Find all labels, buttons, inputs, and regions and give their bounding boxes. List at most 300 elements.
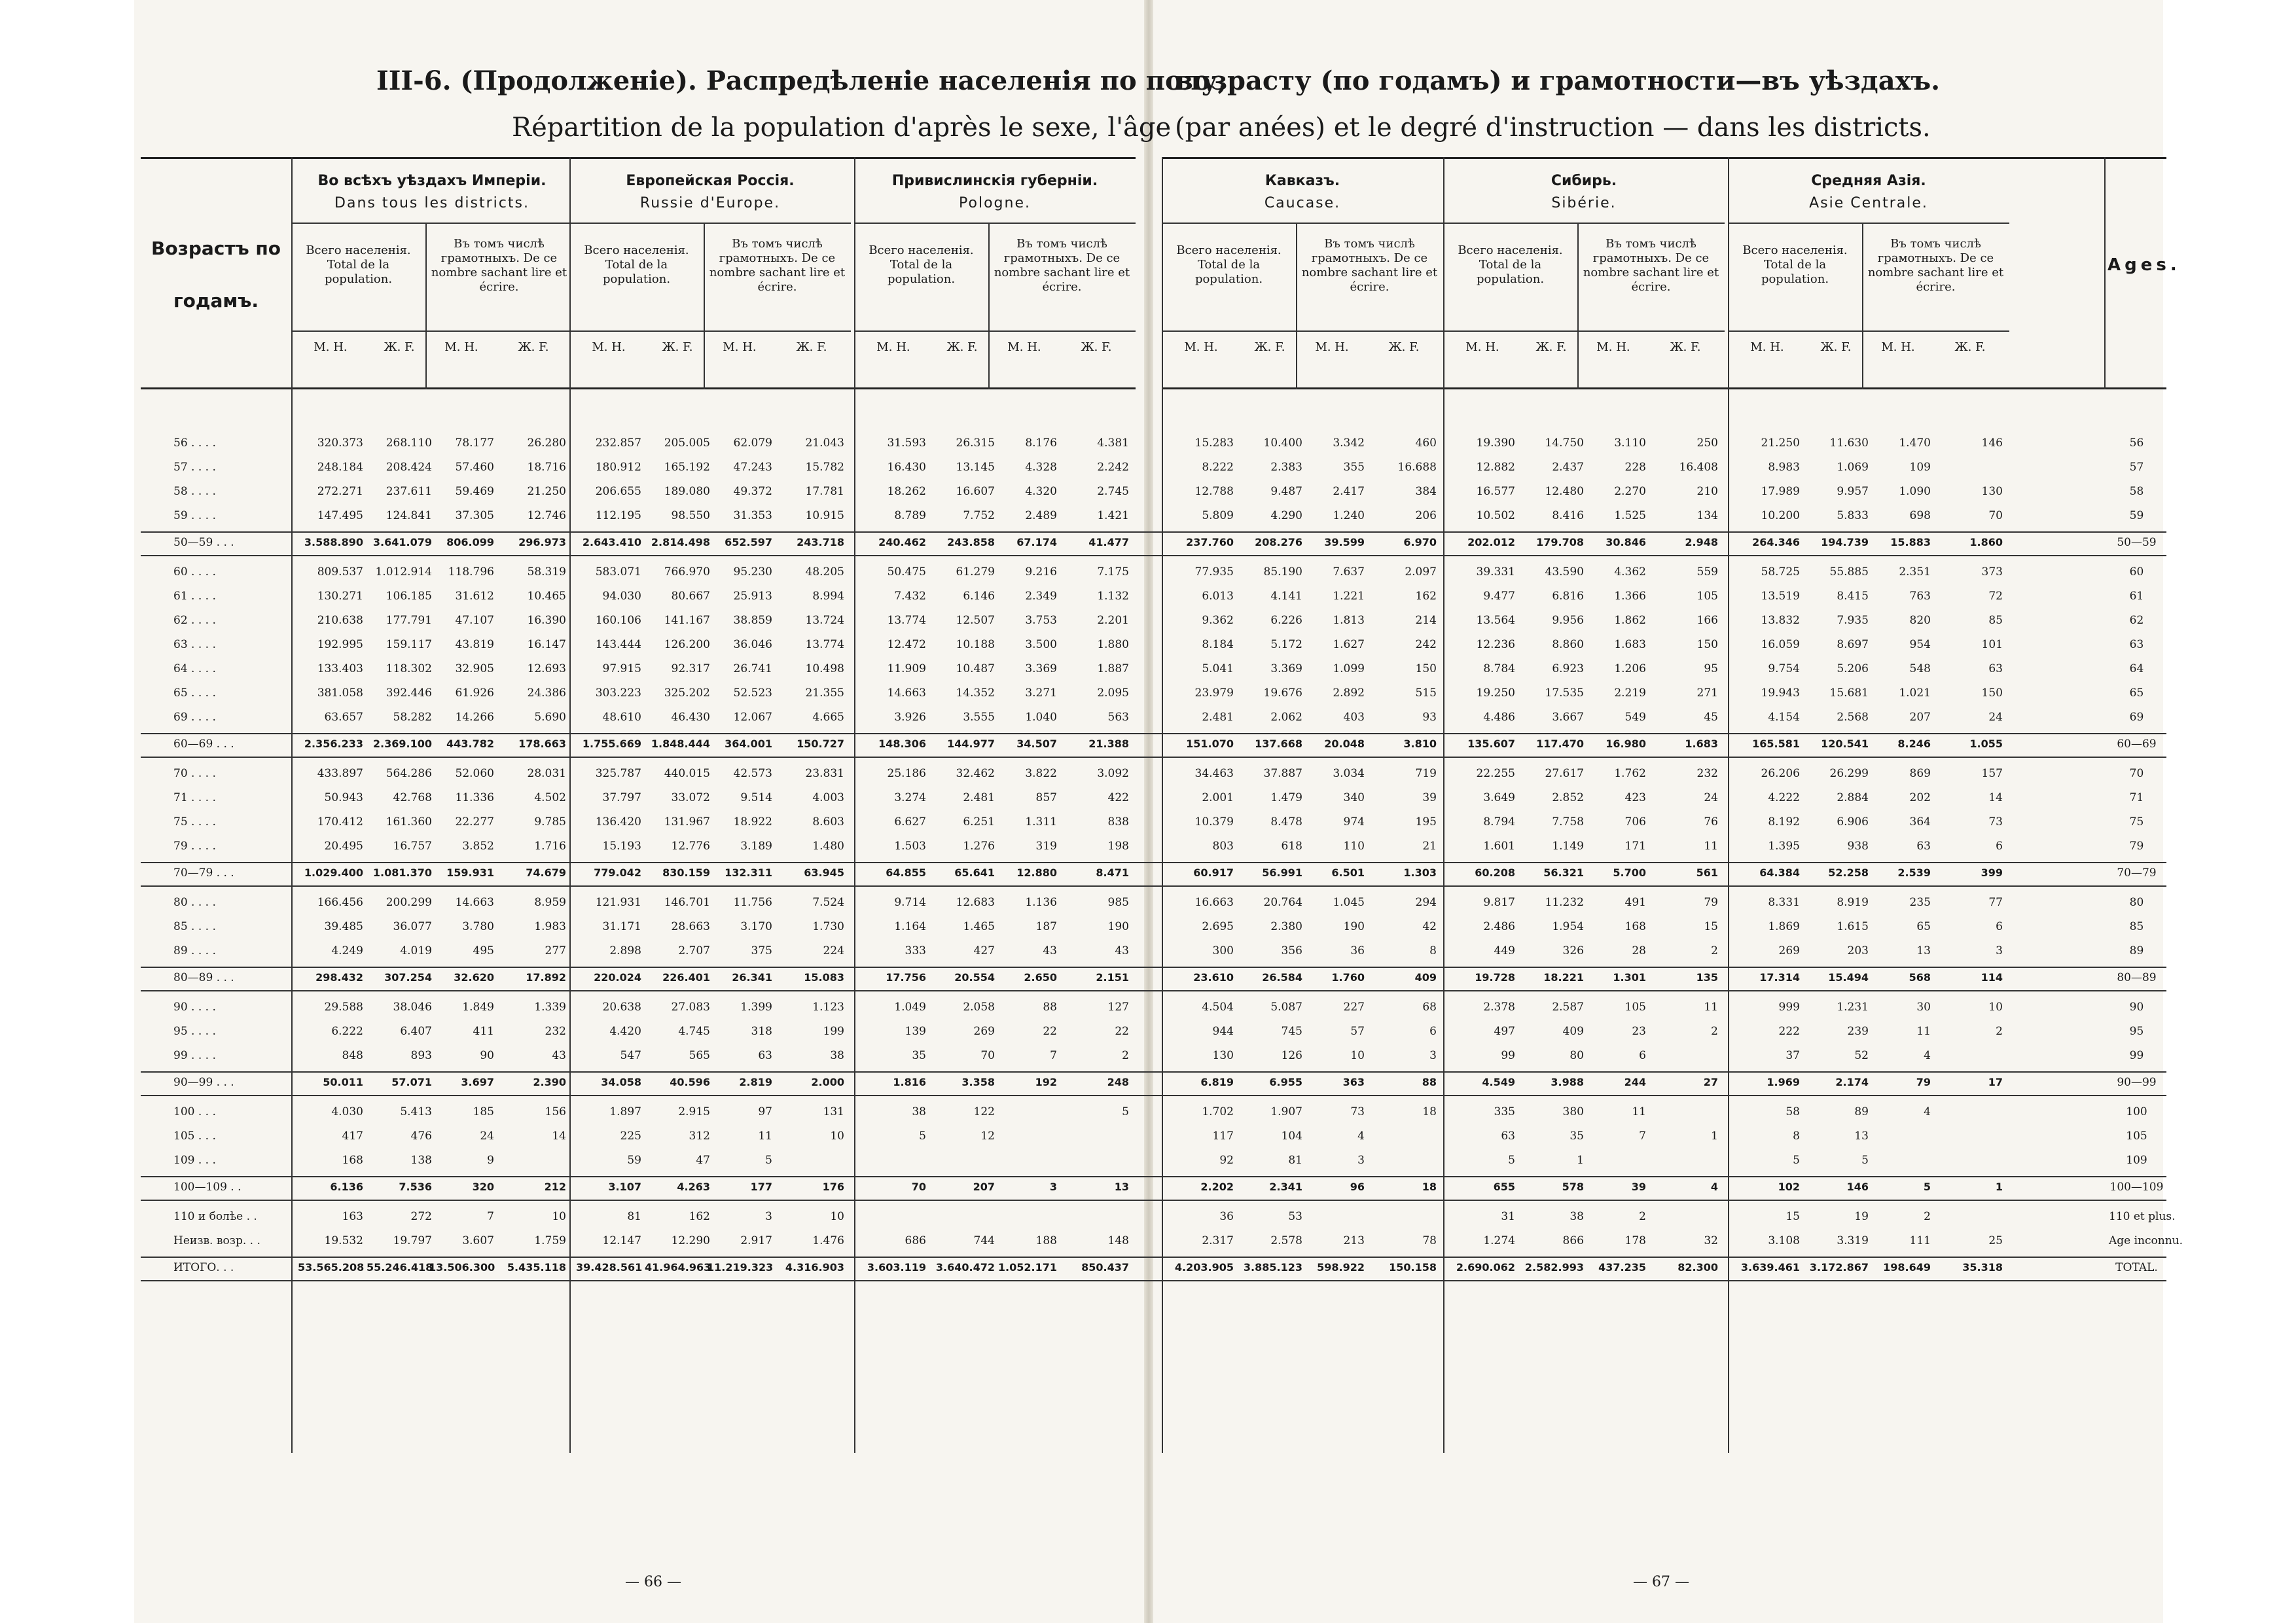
title-ru-right: возрасту (по годамъ) и грамотности—въ уѣздахъ. bbox=[1175, 65, 1941, 96]
table-cell: 2.201 bbox=[1097, 614, 1129, 627]
table-cell: 7 bbox=[1639, 1130, 1646, 1143]
table-cell: 8.794 bbox=[1483, 815, 1515, 829]
table-cell: 151.070 bbox=[1186, 738, 1234, 750]
row-age-label-fr: 50—59 bbox=[2117, 536, 2157, 549]
header-rule bbox=[1443, 330, 1725, 332]
table-cell: 34.463 bbox=[1194, 767, 1234, 780]
table-cell: 47.107 bbox=[455, 614, 494, 627]
table-cell: 106.185 bbox=[386, 590, 432, 603]
row-age-label-fr: 90 bbox=[2129, 1001, 2144, 1014]
male-label: М. H. bbox=[592, 340, 626, 354]
table-cell: 2.437 bbox=[1552, 461, 1584, 474]
row-age-label-fr: 89 bbox=[2129, 944, 2144, 957]
table-cell: 2.539 bbox=[1897, 866, 1931, 879]
table-cell: 30.846 bbox=[1605, 536, 1646, 548]
page-number-right: — 67 — bbox=[1633, 1574, 1689, 1590]
row-rule bbox=[141, 1071, 2166, 1073]
table-cell: 5.172 bbox=[1270, 638, 1302, 651]
table-cell: 5 bbox=[765, 1154, 772, 1167]
table-cell: 43 bbox=[552, 1049, 566, 1062]
table-cell: 375 bbox=[751, 944, 772, 957]
table-cell: 37 bbox=[1785, 1049, 1800, 1062]
table-cell: 207 bbox=[973, 1181, 995, 1193]
table-cell: 20.638 bbox=[602, 1001, 641, 1014]
table-cell: 1 bbox=[1577, 1154, 1584, 1167]
table-cell: 1.983 bbox=[534, 920, 566, 933]
table-row bbox=[0, 762, 2296, 787]
table-cell: 58 bbox=[1785, 1105, 1800, 1118]
table-cell: 25 bbox=[1988, 1234, 2003, 1247]
row-age-label-fr: 71 bbox=[2129, 791, 2144, 804]
table-cell: 146.701 bbox=[664, 896, 710, 909]
table-cell: 35.318 bbox=[1962, 1261, 2003, 1274]
table-cell: 208.276 bbox=[1255, 536, 1302, 548]
table-cell: 243.718 bbox=[797, 536, 844, 548]
table-cell: 14 bbox=[552, 1130, 566, 1143]
table-cell: 37.305 bbox=[455, 509, 494, 522]
table-cell: 3.369 bbox=[1270, 662, 1302, 675]
table-cell: 9.754 bbox=[1768, 662, 1800, 675]
table-cell: 8.697 bbox=[1837, 638, 1869, 651]
header-rule bbox=[569, 223, 851, 224]
row-age-label-fr: 69 bbox=[2129, 711, 2144, 724]
table-cell: 6 bbox=[1429, 1025, 1437, 1038]
row-age-label-fr: 100—109 bbox=[2109, 1181, 2164, 1194]
table-cell: 15 bbox=[1704, 920, 1718, 933]
table-cell: 1.730 bbox=[812, 920, 844, 933]
subcolumn-separator bbox=[1862, 223, 1863, 389]
female-label: Ж. F. bbox=[1081, 340, 1112, 354]
table-cell: 11 bbox=[758, 1130, 772, 1143]
table-cell: 56.991 bbox=[1262, 866, 1302, 879]
table-cell: 1.470 bbox=[1899, 437, 1931, 450]
table-cell: 31.612 bbox=[455, 590, 494, 603]
table-cell: 373 bbox=[1981, 565, 2003, 579]
row-age-label-fr: 65 bbox=[2129, 687, 2144, 700]
row-rule bbox=[141, 531, 2166, 533]
table-cell: 1.816 bbox=[893, 1076, 926, 1088]
table-cell: 3.667 bbox=[1552, 711, 1584, 724]
table-cell: 9.487 bbox=[1270, 485, 1302, 498]
table-cell: 4.003 bbox=[812, 791, 844, 804]
table-cell: 126.200 bbox=[664, 638, 710, 651]
table-cell: 39 bbox=[1631, 1181, 1646, 1193]
table-cell: 232 bbox=[1696, 767, 1718, 780]
table-cell: 118.796 bbox=[448, 565, 494, 579]
table-cell: 568 bbox=[1909, 971, 1931, 984]
table-cell: 1.399 bbox=[740, 1001, 772, 1014]
table-cell: 22.277 bbox=[455, 815, 494, 829]
table-cell: 4.316.903 bbox=[785, 1261, 844, 1274]
row-age-label-fr: 105 bbox=[2126, 1130, 2147, 1143]
table-cell: 13.774 bbox=[805, 638, 844, 651]
table-cell: 1.339 bbox=[534, 1001, 566, 1014]
table-cell: 26.741 bbox=[733, 662, 772, 675]
table-cell: 213 bbox=[1343, 1234, 1365, 1247]
row-age-label: 59 . . . . bbox=[173, 509, 216, 522]
table-cell: 50.011 bbox=[323, 1076, 363, 1088]
table-cell: 2.948 bbox=[1685, 536, 1718, 548]
table-cell: 3.603.119 bbox=[867, 1261, 926, 1274]
table-cell: 2.202 bbox=[1200, 1181, 1234, 1193]
row-age-label-fr: 61 bbox=[2129, 590, 2144, 603]
table-cell: 39.428.561 bbox=[576, 1261, 643, 1274]
table-cell: 190 bbox=[1107, 920, 1129, 933]
table-cell: 150.158 bbox=[1389, 1261, 1437, 1274]
table-cell: 3.822 bbox=[1025, 767, 1057, 780]
table-row bbox=[0, 456, 2296, 480]
table-cell: 745 bbox=[1281, 1025, 1302, 1038]
table-cell: 300 bbox=[1212, 944, 1234, 957]
table-cell: 1.055 bbox=[1969, 738, 2003, 750]
table-cell: 144.977 bbox=[947, 738, 995, 750]
table-cell: 38.046 bbox=[393, 1001, 432, 1014]
male-label: М. H. bbox=[1596, 340, 1630, 354]
table-cell: 112.195 bbox=[595, 509, 641, 522]
row-age-label: 100—109 . . bbox=[173, 1181, 242, 1194]
table-cell: 2.151 bbox=[1096, 971, 1129, 984]
table-cell: 5.206 bbox=[1837, 662, 1869, 675]
table-cell: 3 bbox=[1996, 944, 2003, 957]
table-cell: 2 bbox=[1639, 1210, 1646, 1223]
row-age-label: 90 . . . . bbox=[173, 1001, 216, 1014]
female-label: Ж. F. bbox=[1535, 340, 1567, 354]
table-cell: 437.235 bbox=[1598, 1261, 1646, 1274]
table-cell: 1.702 bbox=[1202, 1105, 1234, 1118]
table-cell: 3.274 bbox=[894, 791, 926, 804]
table-cell: 2.097 bbox=[1405, 565, 1437, 579]
subtotal-row bbox=[0, 1071, 2296, 1096]
table-cell: 893 bbox=[410, 1049, 432, 1062]
table-cell: 4 bbox=[1924, 1105, 1931, 1118]
table-cell: 13.506.300 bbox=[429, 1261, 495, 1274]
subcolumn-separator bbox=[988, 223, 990, 389]
table-cell: 150 bbox=[1981, 687, 2003, 700]
table-cell: 2.587 bbox=[1552, 1001, 1584, 1014]
row-age-label-fr: 90—99 bbox=[2117, 1076, 2157, 1089]
title-fr-right: (par anées) et le degré d'instruction — dans les districts. bbox=[1175, 113, 1931, 143]
table-cell: 10.200 bbox=[1761, 509, 1800, 522]
table-cell: 3.926 bbox=[894, 711, 926, 724]
table-cell: 3.885.123 bbox=[1243, 1261, 1302, 1274]
table-cell: 1.480 bbox=[812, 840, 844, 853]
table-cell: 491 bbox=[1624, 896, 1646, 909]
table-cell: 652.597 bbox=[725, 536, 772, 548]
table-cell: 195 bbox=[1415, 815, 1437, 829]
table-cell: 2.349 bbox=[1025, 590, 1057, 603]
table-cell: 549 bbox=[1624, 711, 1646, 724]
table-cell: 11.219.323 bbox=[707, 1261, 774, 1274]
table-cell: 212 bbox=[544, 1181, 566, 1193]
row-rule bbox=[141, 757, 2166, 758]
table-cell: 17.314 bbox=[1759, 971, 1800, 984]
row-age-label: 60 . . . . bbox=[173, 565, 216, 579]
table-cell: 838 bbox=[1107, 815, 1129, 829]
table-cell: 134 bbox=[1696, 509, 1718, 522]
table-cell: 70 bbox=[1988, 509, 2003, 522]
table-cell: 830.159 bbox=[662, 866, 710, 879]
male-label: М. H. bbox=[1881, 340, 1915, 354]
header-rule bbox=[291, 330, 573, 332]
table-cell: 6.407 bbox=[400, 1025, 432, 1038]
table-cell: 1.860 bbox=[1969, 536, 2003, 548]
table-cell: 564.286 bbox=[386, 767, 432, 780]
table-cell: 165.581 bbox=[1752, 738, 1800, 750]
table-row bbox=[0, 1125, 2296, 1149]
table-cell: 1.049 bbox=[894, 1001, 926, 1014]
table-cell: 1.090 bbox=[1899, 485, 1931, 498]
row-age-label: 70 . . . . bbox=[173, 767, 216, 780]
row-age-label: 64 . . . . bbox=[173, 662, 216, 675]
table-cell: 1.849 bbox=[462, 1001, 494, 1014]
table-cell: 5.041 bbox=[1202, 662, 1234, 675]
row-age-label: 58 . . . . bbox=[173, 485, 216, 498]
table-cell: 848 bbox=[342, 1049, 363, 1062]
table-cell: 20.048 bbox=[1324, 738, 1365, 750]
table-cell: 3.640.472 bbox=[935, 1261, 995, 1274]
table-cell: 1.479 bbox=[1270, 791, 1302, 804]
row-age-label-fr: 56 bbox=[2129, 437, 2144, 450]
row-age-label-fr: 80 bbox=[2129, 896, 2144, 909]
table-cell: 307.254 bbox=[384, 971, 432, 984]
table-cell: 232 bbox=[545, 1025, 566, 1038]
table-cell: 2.852 bbox=[1552, 791, 1584, 804]
male-label: М. H. bbox=[876, 340, 910, 354]
table-cell: 6.923 bbox=[1552, 662, 1584, 675]
table-cell: 137.668 bbox=[1255, 738, 1302, 750]
table-cell: 2.383 bbox=[1270, 461, 1302, 474]
table-cell: 3.649 bbox=[1483, 791, 1515, 804]
table-cell: 8.246 bbox=[1897, 738, 1931, 750]
table-cell: 618 bbox=[1281, 840, 1302, 853]
row-rule bbox=[141, 555, 2166, 556]
table-cell: 268.110 bbox=[386, 437, 432, 450]
table-cell: 1.525 bbox=[1614, 509, 1646, 522]
table-cell: 210.638 bbox=[317, 614, 363, 627]
table-cell: 13.724 bbox=[805, 614, 844, 627]
table-cell: 4.745 bbox=[678, 1025, 710, 1038]
table-cell: 68 bbox=[1422, 1001, 1437, 1014]
table-cell: 227 bbox=[1343, 1001, 1365, 1014]
table-cell: 235 bbox=[1909, 896, 1931, 909]
table-cell: 166.456 bbox=[317, 896, 363, 909]
table-cell: 8.983 bbox=[1768, 461, 1800, 474]
table-cell: 52 bbox=[1854, 1049, 1869, 1062]
table-cell: 42.768 bbox=[393, 791, 432, 804]
table-cell: 24 bbox=[1988, 711, 2003, 724]
row-age-label-fr: 62 bbox=[2129, 614, 2144, 627]
subcolumn-separator bbox=[425, 223, 427, 389]
table-cell: 5 bbox=[1793, 1154, 1800, 1167]
female-label: Ж. F. bbox=[662, 340, 693, 354]
table-cell: 171 bbox=[1624, 840, 1646, 853]
table-cell: 779.042 bbox=[594, 866, 641, 879]
table-cell: 985 bbox=[1107, 896, 1129, 909]
table-cell: 19.532 bbox=[324, 1234, 363, 1247]
table-cell: 427 bbox=[973, 944, 995, 957]
table-cell: 12.147 bbox=[602, 1234, 641, 1247]
table-cell: 6.146 bbox=[963, 590, 995, 603]
table-cell: 27.083 bbox=[671, 1001, 710, 1014]
table-cell: 1.123 bbox=[812, 1001, 844, 1014]
table-cell: 578 bbox=[1562, 1181, 1584, 1193]
region-name-ru: Средняя Азія. bbox=[1811, 173, 1926, 189]
header-rule bbox=[569, 330, 851, 332]
literate-label: Въ томъ числѣ грамотныхъ. De ce nombre sachant lire et écrire. bbox=[1867, 237, 2004, 294]
table-cell: 52.523 bbox=[733, 687, 772, 700]
table-cell: 8.478 bbox=[1270, 815, 1302, 829]
literate-label: Въ томъ числѣ грамотныхъ. De ce nombre sachant lire et écrire. bbox=[994, 237, 1130, 294]
row-age-label-fr: 57 bbox=[2129, 461, 2144, 474]
table-cell: 27 bbox=[1703, 1076, 1718, 1088]
table-cell: 95 bbox=[1704, 662, 1718, 675]
table-cell: 36 bbox=[1219, 1210, 1234, 1223]
table-cell: 3.170 bbox=[740, 920, 772, 933]
table-cell: 655 bbox=[1493, 1181, 1515, 1193]
table-cell: 6.906 bbox=[1837, 815, 1869, 829]
table-cell: 3.108 bbox=[1768, 1234, 1800, 1247]
table-cell: 17.892 bbox=[526, 971, 566, 984]
table-cell: 26.299 bbox=[1829, 767, 1869, 780]
table-cell: 61.279 bbox=[956, 565, 995, 579]
table-cell: 5.690 bbox=[534, 711, 566, 724]
table-cell: 118.302 bbox=[386, 662, 432, 675]
table-cell: 422 bbox=[1107, 791, 1129, 804]
table-cell: 148.306 bbox=[878, 738, 926, 750]
table-cell: 269 bbox=[1778, 944, 1800, 957]
table-cell: 18 bbox=[1422, 1105, 1437, 1118]
table-cell: 3.110 bbox=[1614, 437, 1646, 450]
table-cell: 6.501 bbox=[1331, 866, 1365, 879]
table-cell: 12.693 bbox=[527, 662, 566, 675]
header-rule bbox=[1443, 223, 1725, 224]
row-age-label: 50—59 . . . bbox=[173, 536, 234, 549]
table-cell: 124.841 bbox=[386, 509, 432, 522]
table-cell: 39 bbox=[1422, 791, 1437, 804]
table-cell: 1.907 bbox=[1270, 1105, 1302, 1118]
table-cell: 26.206 bbox=[1761, 767, 1800, 780]
table-cell: 130 bbox=[1981, 485, 2003, 498]
table-cell: 13.145 bbox=[956, 461, 995, 474]
table-cell: 159.117 bbox=[386, 638, 432, 651]
table-cell: 565 bbox=[689, 1049, 710, 1062]
table-cell: 43 bbox=[1043, 944, 1057, 957]
table-cell: 31.353 bbox=[733, 509, 772, 522]
row-age-label: 80—89 . . . bbox=[173, 971, 234, 984]
table-cell: 1.276 bbox=[963, 840, 995, 853]
table-cell: 77.935 bbox=[1194, 565, 1234, 579]
table-cell: 1.954 bbox=[1552, 920, 1584, 933]
table-cell: 13.564 bbox=[1476, 614, 1515, 627]
table-cell: 1.301 bbox=[1613, 971, 1646, 984]
table-cell: 1.716 bbox=[534, 840, 566, 853]
table-cell: 9.477 bbox=[1483, 590, 1515, 603]
table-cell: 93 bbox=[1422, 711, 1437, 724]
table-cell: 159.931 bbox=[446, 866, 494, 879]
table-cell: 162 bbox=[689, 1210, 710, 1223]
table-cell: 2.062 bbox=[1270, 711, 1302, 724]
table-cell: 38.859 bbox=[733, 614, 772, 627]
table-cell: 109 bbox=[1909, 461, 1931, 474]
table-cell: 59.469 bbox=[455, 485, 494, 498]
table-cell: 198 bbox=[1107, 840, 1129, 853]
table-cell: 22 bbox=[1043, 1025, 1057, 1038]
table-cell: 240.462 bbox=[878, 536, 926, 548]
row-age-label-fr: 59 bbox=[2129, 509, 2144, 522]
table-cell: 78 bbox=[1422, 1234, 1437, 1247]
table-cell: 192 bbox=[1035, 1076, 1057, 1088]
table-cell: 2.486 bbox=[1483, 920, 1515, 933]
table-cell: 4.665 bbox=[812, 711, 844, 724]
table-cell: 168 bbox=[1624, 920, 1646, 933]
table-row bbox=[0, 1205, 2296, 1230]
subcolumn-separator bbox=[704, 223, 705, 389]
total-population-label: Всего населенія. Total de la population. bbox=[1458, 243, 1563, 286]
table-cell: 237.760 bbox=[1186, 536, 1234, 548]
table-cell: 8.331 bbox=[1768, 896, 1800, 909]
table-cell: 187 bbox=[1035, 920, 1057, 933]
table-cell: 31.593 bbox=[887, 437, 926, 450]
table-cell: 37.887 bbox=[1263, 767, 1302, 780]
table-cell: 23.831 bbox=[805, 767, 844, 780]
table-cell: 202.012 bbox=[1467, 536, 1515, 548]
total-population-label: Всего населенія. Total de la population. bbox=[584, 243, 689, 286]
table-cell: 135.607 bbox=[1467, 738, 1515, 750]
table-cell: 1.465 bbox=[963, 920, 995, 933]
table-cell: 170.412 bbox=[317, 815, 363, 829]
table-cell: 4 bbox=[1924, 1049, 1931, 1062]
table-cell: 13 bbox=[1916, 944, 1931, 957]
table-cell: 271 bbox=[1696, 687, 1718, 700]
table-cell: 11.756 bbox=[733, 896, 772, 909]
table-cell: 2.341 bbox=[1269, 1181, 1302, 1193]
table-row bbox=[0, 432, 2296, 456]
table-cell: 58.725 bbox=[1761, 565, 1800, 579]
table-cell: 133.403 bbox=[317, 662, 363, 675]
table-cell: 409 bbox=[1414, 971, 1437, 984]
table-cell: 6.819 bbox=[1200, 1076, 1234, 1088]
table-cell: 162 bbox=[1415, 590, 1437, 603]
table-cell: 1.149 bbox=[1552, 840, 1584, 853]
table-cell: 1.760 bbox=[1331, 971, 1365, 984]
table-cell: 178.663 bbox=[518, 738, 566, 750]
row-age-label-fr: 85 bbox=[2129, 920, 2144, 933]
table-cell: 3.607 bbox=[462, 1234, 494, 1247]
table-row bbox=[0, 480, 2296, 505]
table-cell: 15.083 bbox=[804, 971, 844, 984]
table-cell: 4.320 bbox=[1025, 485, 1057, 498]
table-cell: 55.885 bbox=[1829, 565, 1869, 579]
table-cell: 48.205 bbox=[805, 565, 844, 579]
table-cell: 1.683 bbox=[1685, 738, 1718, 750]
table-cell: 515 bbox=[1415, 687, 1437, 700]
table-cell: 26.341 bbox=[732, 971, 772, 984]
male-label: М. H. bbox=[1315, 340, 1349, 354]
table-cell: 33.072 bbox=[671, 791, 710, 804]
table-cell: 166 bbox=[1696, 614, 1718, 627]
table-row bbox=[0, 585, 2296, 609]
table-cell: 12.472 bbox=[887, 638, 926, 651]
table-cell: 41.477 bbox=[1088, 536, 1129, 548]
table-cell: 131 bbox=[823, 1105, 844, 1118]
subcolumn-separator bbox=[1577, 223, 1579, 389]
table-cell: 198.649 bbox=[1883, 1261, 1931, 1274]
table-row bbox=[0, 835, 2296, 859]
table-cell: 1.869 bbox=[1768, 920, 1800, 933]
table-cell: 92.317 bbox=[671, 662, 710, 675]
table-cell: 2.001 bbox=[1202, 791, 1234, 804]
table-cell: 2 bbox=[1122, 1049, 1129, 1062]
